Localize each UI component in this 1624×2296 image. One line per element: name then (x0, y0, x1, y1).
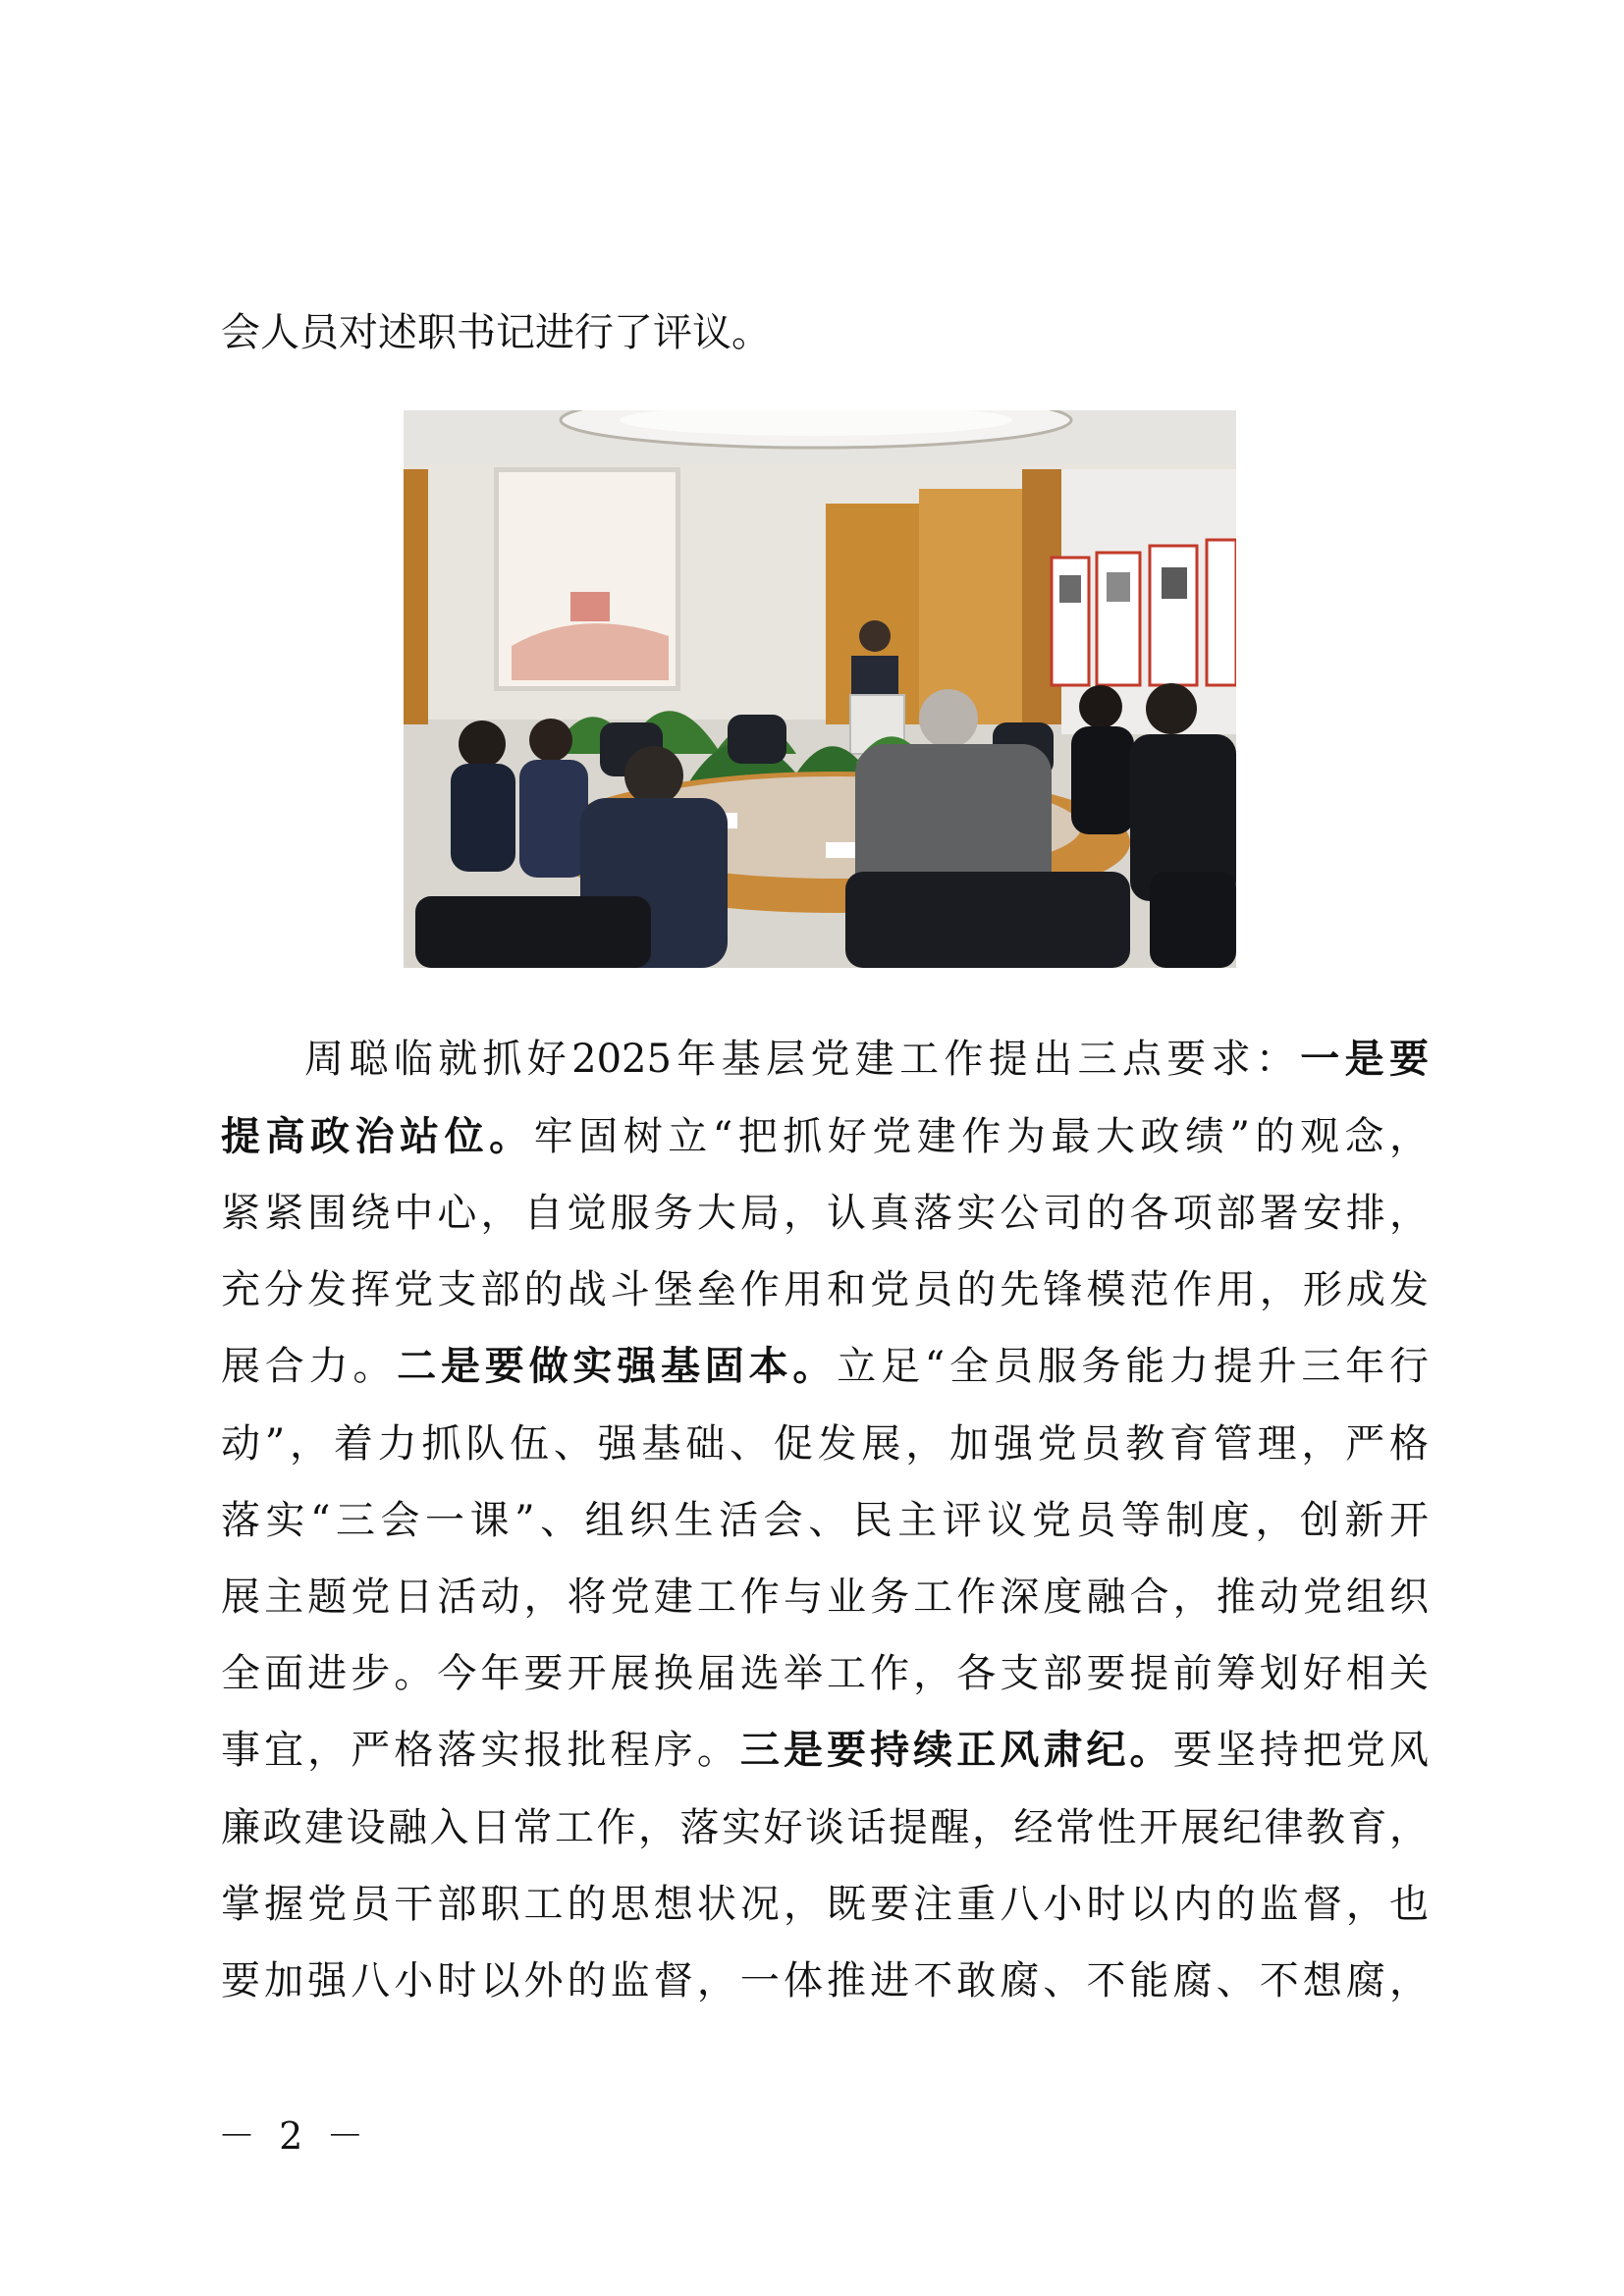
text-line-1: 周聪临就抓好2025年基层党建工作提出三点要求：一是要 (304, 1036, 1430, 1082)
text-line-4: 充分发挥党支部的战斗堡垒作用和党员的先锋模范作用，形成发 (221, 1267, 1429, 1312)
text-line-intro: 会人员对述职书记进行了评议。 (221, 310, 771, 355)
text-line-10: 事宜，严格落实报批程序。三是要持续正风肃纪。要坚持把党风 (221, 1727, 1430, 1773)
text-line-3: 紧紧围绕中心，自觉服务大局，认真落实公司的各项部署安排， (221, 1191, 1429, 1236)
text-line-7: 落实“三会一课”、组织生活会、民主评议党员等制度，创新开 (221, 1498, 1429, 1543)
text-line-2: 提高政治站位。牢固树立“把抓好党建作为最大政绩”的观念， (221, 1113, 1429, 1159)
meeting-photo (404, 410, 1236, 968)
text-line-6: 动”，着力抓队伍、强基础、促发展，加强党员教育管理，严格 (221, 1421, 1429, 1467)
text-line-13: 要加强八小时以外的监督，一体推进不敢腐、不能腐、不想腐， (221, 1958, 1429, 2003)
text-line-5: 展合力。二是要做实强基固本。立足“全员服务能力提升三年行 (221, 1343, 1430, 1389)
text-line-9: 全面进步。今年要开展换届选举工作，各支部要提前筹划好相关 (221, 1651, 1429, 1696)
page-number: － 2 － (218, 2114, 370, 2158)
text-line-11: 廉政建设融入日常工作，落实好谈话提醒，经常性开展纪律教育， (221, 1805, 1429, 1850)
text-line-12: 掌握党员干部职工的思想状况，既要注重八小时以内的监督，也 (221, 1882, 1429, 1927)
text-line-8: 展主题党日活动，将党建工作与业务工作深度融合，推动党组织 (221, 1575, 1429, 1620)
meeting-photo-illustration (404, 410, 1236, 968)
